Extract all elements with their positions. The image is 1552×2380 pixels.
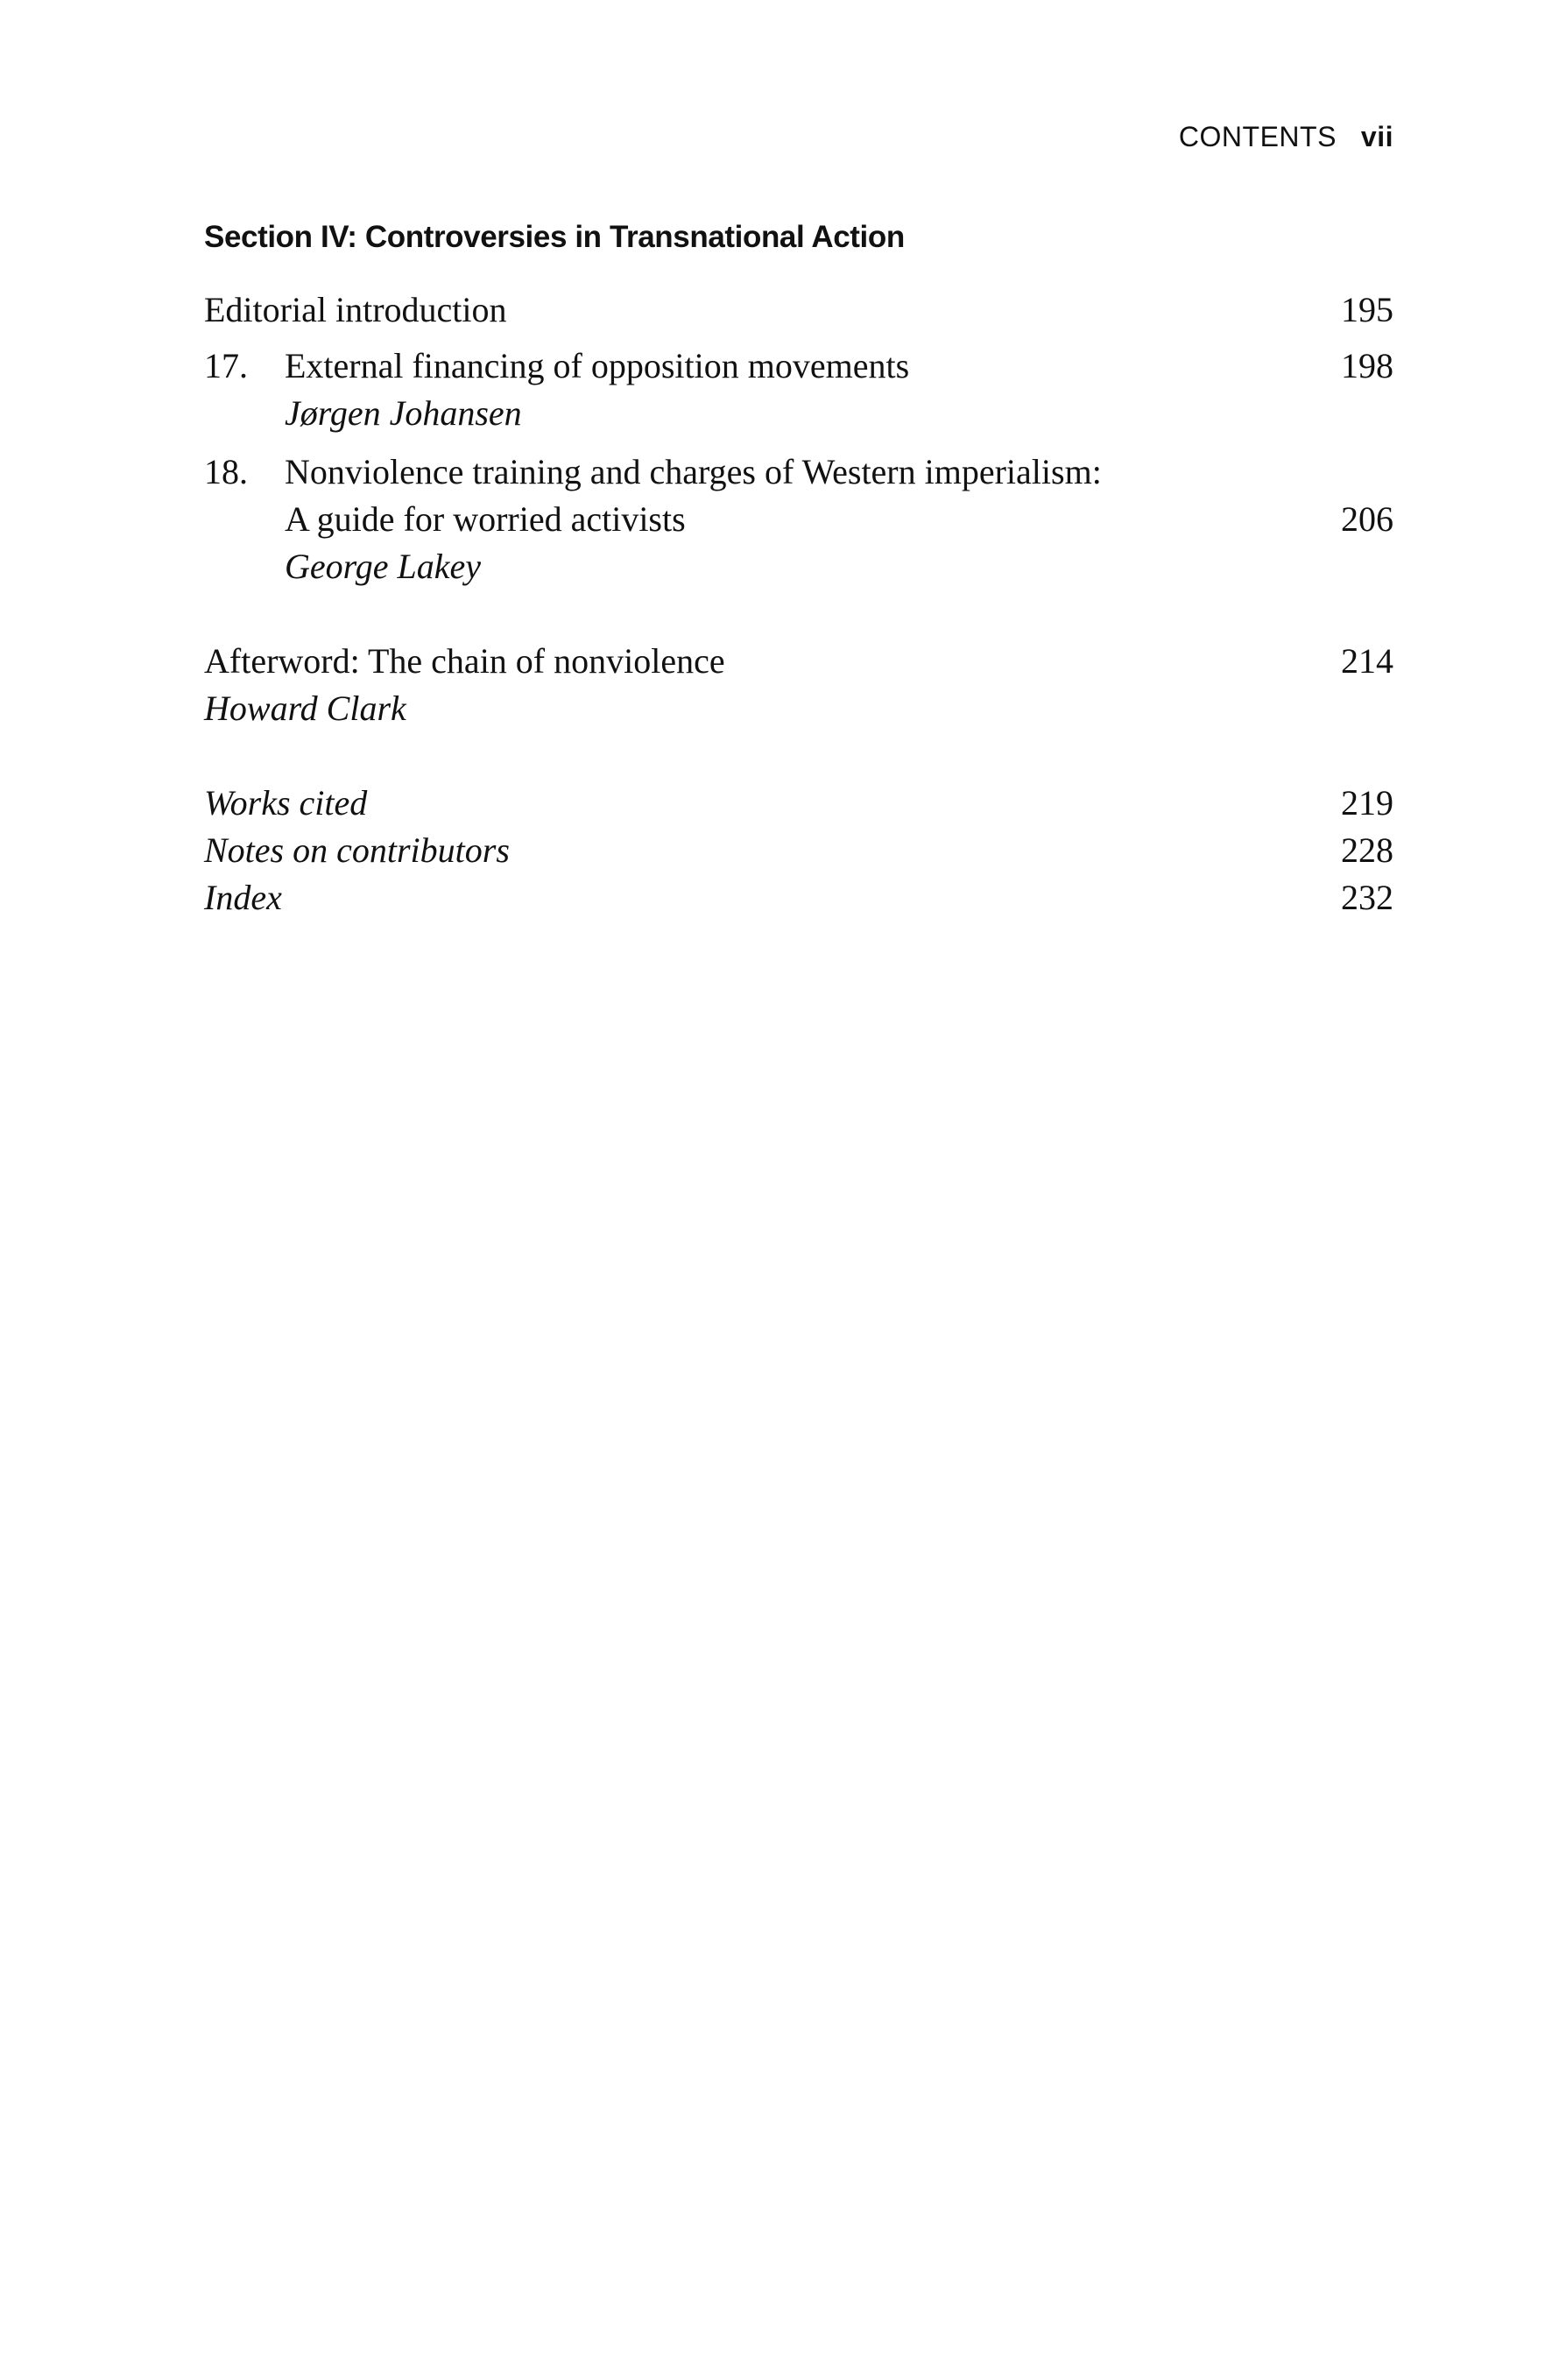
- toc-entry-title-line1: Nonviolence training and charges of Western imperialism:: [285, 452, 1102, 491]
- toc-entry-index[interactable]: [204, 874, 1393, 922]
- toc-entry-chapter-18-continued: [204, 496, 1393, 543]
- toc-entry-title: Afterword: The chain of nonviolence: [204, 641, 725, 681]
- toc-entry-author: George Lakey: [285, 547, 481, 586]
- toc-entry-author-line: [204, 685, 1393, 732]
- toc-entry-number: 18.: [204, 452, 248, 491]
- toc-entry-author-line: [204, 543, 1393, 590]
- toc-entry-page: 219: [1341, 783, 1393, 823]
- toc-entry-afterword[interactable]: [204, 638, 1393, 685]
- toc-entry-title: Editorial introduction: [204, 290, 507, 329]
- toc-entry-title: Index: [204, 878, 282, 917]
- toc-entry-author-line: [204, 390, 1393, 437]
- section-title: Section IV: Controversies in Transnational Action: [204, 220, 905, 254]
- running-head: [1179, 121, 1393, 153]
- toc-entry-number: 17.: [204, 346, 248, 385]
- toc-entry-page: 228: [1341, 830, 1393, 870]
- toc-entry-page: 195: [1341, 290, 1393, 329]
- page-number: vii: [1360, 121, 1393, 152]
- toc-entry-title: Works cited: [204, 783, 368, 823]
- toc-entry-title-line2: A guide for worried activists: [285, 499, 686, 539]
- toc-entry-page: 232: [1341, 878, 1393, 917]
- toc-entry-page: 206: [1341, 499, 1393, 539]
- toc-entry-works-cited[interactable]: [204, 780, 1393, 827]
- running-head-label: CONTENTS: [1178, 121, 1337, 152]
- toc-entry-title: Notes on contributors: [204, 830, 510, 870]
- toc-entry-page: 198: [1341, 346, 1393, 385]
- toc-entry-notes-on-contributors[interactable]: [204, 827, 1393, 874]
- toc-entry-author: Jørgen Johansen: [285, 393, 522, 433]
- toc-entry-chapter-18[interactable]: [204, 448, 1393, 496]
- toc-entry-author: Howard Clark: [204, 689, 406, 728]
- toc-entry-page: 214: [1341, 641, 1393, 681]
- toc-entry-editorial-introduction[interactable]: [204, 286, 1393, 334]
- toc-entry-chapter-17[interactable]: [204, 343, 1393, 390]
- toc-entry-title: External financing of opposition movements: [285, 346, 910, 385]
